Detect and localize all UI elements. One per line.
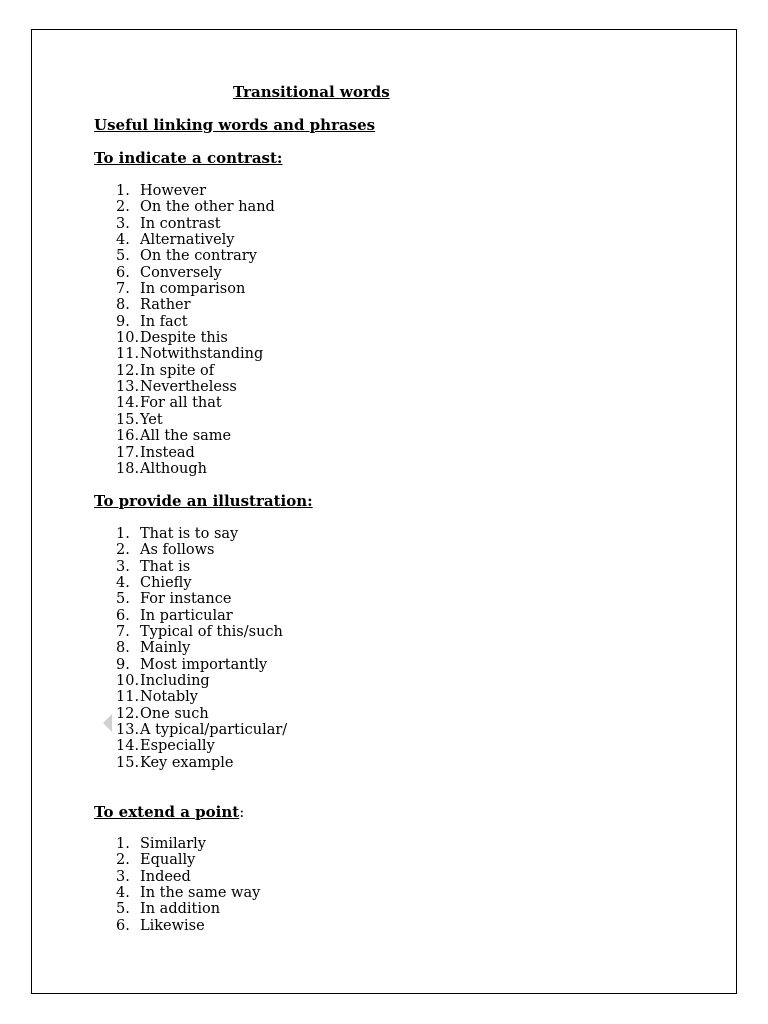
contrast-list bbox=[116, 183, 275, 477]
list-item-number: 5. bbox=[116, 591, 130, 608]
list-item bbox=[116, 918, 260, 934]
list-item bbox=[116, 183, 275, 199]
list-item-text: Typical of this/such bbox=[140, 624, 283, 641]
list-item-number: 15. bbox=[116, 411, 140, 428]
list-item bbox=[116, 330, 275, 346]
list-item-number: 11. bbox=[116, 346, 140, 363]
list-item-text: On the contrary bbox=[140, 248, 257, 265]
list-item bbox=[116, 885, 260, 901]
list-item-text: As follows bbox=[140, 542, 215, 559]
list-item bbox=[116, 445, 275, 461]
section-heading-contrast bbox=[94, 149, 282, 167]
list-item-number: 9. bbox=[116, 656, 130, 673]
list-item-number: 4. bbox=[116, 885, 130, 902]
list-item bbox=[116, 755, 287, 771]
list-item bbox=[116, 657, 287, 673]
list-item-number: 6. bbox=[116, 917, 130, 934]
list-item bbox=[116, 216, 275, 232]
section-heading-extend bbox=[94, 803, 244, 821]
list-item bbox=[116, 346, 275, 362]
list-item-text: Alternatively bbox=[140, 232, 235, 249]
list-item bbox=[116, 363, 275, 379]
list-item-number: 8. bbox=[116, 297, 130, 314]
list-item bbox=[116, 836, 260, 852]
illustration-list bbox=[116, 526, 287, 771]
list-item-text: In contrast bbox=[140, 215, 221, 232]
list-item-number: 6. bbox=[116, 607, 130, 624]
list-item bbox=[116, 297, 275, 313]
list-item-number: 13. bbox=[116, 379, 140, 396]
list-item-number: 2. bbox=[116, 852, 130, 869]
list-item-number: 14. bbox=[116, 738, 140, 755]
list-item-text: For all that bbox=[140, 395, 222, 412]
list-item-number: 1. bbox=[116, 183, 130, 199]
list-item-number: 5. bbox=[116, 901, 130, 918]
list-item bbox=[116, 281, 275, 297]
list-item-number: 2. bbox=[116, 199, 130, 216]
list-item bbox=[116, 395, 275, 411]
list-item-number: 14. bbox=[116, 395, 140, 412]
list-item-number: 1. bbox=[116, 526, 130, 542]
chevron-left-icon[interactable] bbox=[103, 714, 112, 732]
list-item-number: 4. bbox=[116, 232, 130, 249]
list-item-number: 17. bbox=[116, 444, 140, 461]
list-item-number: 1. bbox=[116, 836, 130, 852]
list-item-number: 3. bbox=[116, 558, 130, 575]
list-item-text: In the same way bbox=[140, 885, 261, 902]
document-page bbox=[31, 29, 737, 994]
list-item-text: Especially bbox=[140, 738, 215, 755]
list-item bbox=[116, 852, 260, 868]
list-item-number: 15. bbox=[116, 754, 140, 771]
list-item bbox=[116, 722, 287, 738]
list-item-text: Notably bbox=[140, 689, 198, 706]
list-item bbox=[116, 689, 287, 705]
list-item-number: 11. bbox=[116, 689, 140, 706]
list-item-text: Equally bbox=[140, 852, 196, 869]
list-item bbox=[116, 428, 275, 444]
list-item-text: Although bbox=[140, 460, 207, 477]
list-item bbox=[116, 591, 287, 607]
subtitle-text: Useful linking words and phrases bbox=[94, 116, 376, 134]
list-item bbox=[116, 640, 287, 656]
list-item-text: Instead bbox=[140, 444, 195, 461]
section-heading-text: To provide an illustration: bbox=[94, 492, 313, 510]
list-item bbox=[116, 526, 287, 542]
list-item-text: In fact bbox=[140, 313, 188, 330]
list-item-text: Indeed bbox=[140, 868, 191, 885]
list-item bbox=[116, 706, 287, 722]
document-subtitle bbox=[94, 116, 375, 134]
list-item-text: In spite of bbox=[140, 362, 215, 379]
list-item-number: 13. bbox=[116, 722, 140, 739]
list-item-text: Nevertheless bbox=[140, 379, 237, 396]
list-item-number: 18. bbox=[116, 460, 140, 477]
list-item-text: In addition bbox=[140, 901, 221, 918]
list-item-text: Mainly bbox=[140, 640, 191, 657]
list-item bbox=[116, 412, 275, 428]
list-item bbox=[116, 461, 275, 477]
list-item bbox=[116, 232, 275, 248]
list-item-number: 7. bbox=[116, 281, 130, 298]
list-item-number: 10. bbox=[116, 673, 140, 690]
list-item-text: For instance bbox=[140, 591, 232, 608]
list-item-number: 8. bbox=[116, 640, 130, 657]
list-item-text: In particular bbox=[140, 607, 233, 624]
list-item bbox=[116, 559, 287, 575]
list-item bbox=[116, 869, 260, 885]
list-item bbox=[116, 379, 275, 395]
list-item-text: A typical/particular/ bbox=[140, 722, 288, 739]
list-item-text: Including bbox=[140, 673, 210, 690]
list-item bbox=[116, 265, 275, 281]
list-item-text: In comparison bbox=[140, 281, 246, 298]
list-item-number: 2. bbox=[116, 542, 130, 559]
list-item bbox=[116, 624, 287, 640]
list-item-text: Notwithstanding bbox=[140, 346, 264, 363]
list-item-number: 12. bbox=[116, 362, 140, 379]
list-item-text: That is bbox=[140, 558, 191, 575]
list-item-text: Most importantly bbox=[140, 656, 268, 673]
list-item-text: That is to say bbox=[140, 526, 239, 542]
list-item-number: 3. bbox=[116, 215, 130, 232]
list-item-number: 6. bbox=[116, 264, 130, 281]
list-item bbox=[116, 738, 287, 754]
list-item-text: Despite this bbox=[140, 330, 228, 347]
list-item-number: 5. bbox=[116, 248, 130, 265]
list-item-text: Similarly bbox=[140, 836, 207, 852]
list-item bbox=[116, 199, 275, 215]
list-item-text: However bbox=[140, 183, 207, 199]
section-heading-text: To indicate a contrast: bbox=[94, 149, 283, 167]
list-item-text: Yet bbox=[140, 411, 163, 428]
list-item bbox=[116, 575, 287, 591]
document-title: Transitional words bbox=[233, 83, 390, 101]
section-heading-illustration bbox=[94, 492, 313, 510]
list-item-text: One such bbox=[140, 705, 209, 722]
section-heading-text: To extend a point bbox=[94, 803, 240, 821]
list-item-number: 16. bbox=[116, 428, 140, 445]
list-item bbox=[116, 673, 287, 689]
section-heading-suffix: : bbox=[239, 803, 245, 821]
list-item bbox=[116, 314, 275, 330]
list-item-number: 10. bbox=[116, 330, 140, 347]
extend-list bbox=[116, 836, 260, 934]
list-item bbox=[116, 248, 275, 264]
list-item-text: Conversely bbox=[140, 264, 222, 281]
list-item-text: Rather bbox=[140, 297, 191, 314]
list-item-number: 3. bbox=[116, 868, 130, 885]
list-item-text: On the other hand bbox=[140, 199, 275, 216]
list-item-number: 9. bbox=[116, 313, 130, 330]
list-item-text: Key example bbox=[140, 754, 234, 771]
list-item bbox=[116, 542, 287, 558]
list-item-number: 7. bbox=[116, 624, 130, 641]
list-item-number: 12. bbox=[116, 705, 140, 722]
list-item bbox=[116, 608, 287, 624]
list-item-number: 4. bbox=[116, 575, 130, 592]
list-item-text: All the same bbox=[140, 428, 232, 445]
list-item bbox=[116, 901, 260, 917]
list-item-text: Likewise bbox=[140, 917, 205, 934]
list-item-text: Chiefly bbox=[140, 575, 192, 592]
